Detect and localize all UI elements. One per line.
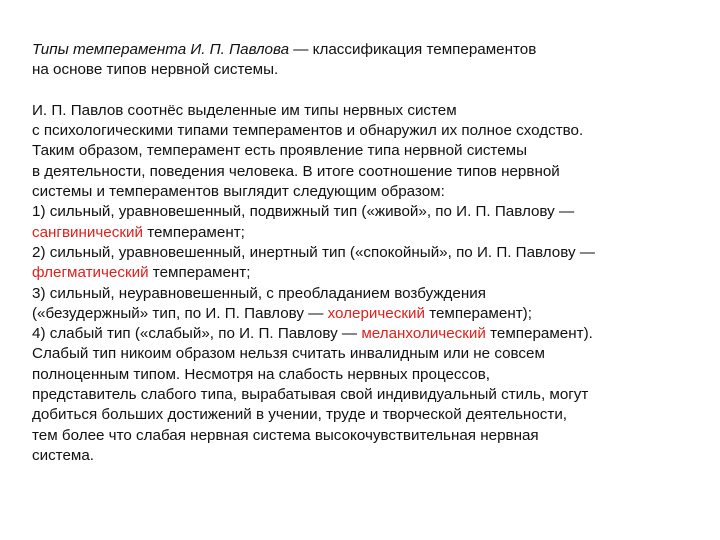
body-line-4: в деятельности, поведения человека. В итоге соотношение типов нервной — [32, 162, 560, 180]
melancholic-term: меланхолический — [361, 325, 486, 343]
type-4-suffix: темперамент). — [485, 325, 593, 343]
type-4-line-1 — [32, 324, 708, 344]
type-2-suffix: темперамент; — [148, 264, 251, 282]
intro-title-rest: — классификация темпераментов — [289, 41, 537, 58]
type-3-suffix: темперамент); — [424, 304, 532, 322]
type-3-line-1: 3) сильный, неуравновешенный, с преобладанием возбуждения — [32, 284, 486, 302]
conclusion-line-4: добиться больших достижений в учении, труде и творческой деятельности, — [32, 406, 568, 424]
conclusion-line-5: тем более что слабая нервная система высокочувствительная нервная — [32, 426, 539, 444]
type-1-line-1: 1) сильный, уравновешенный, подвижный тип («живой», по И. П. Павлову — — [32, 203, 575, 221]
type-1-suffix: темперамент; — [142, 223, 245, 241]
intro-line-1 — [32, 40, 708, 60]
body-line-3: Таким образом, темперамент есть проявление типа нервной системы — [32, 142, 528, 160]
body-line-1: И. П. Павлов соотнёс выделенные им типы нервных систем — [32, 101, 457, 119]
text-block — [32, 40, 708, 466]
paragraph-gap — [32, 81, 708, 101]
conclusion-line-6: система. — [32, 446, 95, 464]
choleric-term: холерический — [327, 304, 425, 322]
conclusion-line-2: полноценным типом. Несмотря на слабость нервных процессов, — [32, 365, 491, 383]
type-2-line-2 — [32, 263, 708, 283]
type-1-line-2 — [32, 223, 708, 243]
type-3-prefix: («безудержный» тип, по И. П. Павлову — — [32, 304, 328, 322]
intro-line-2: на основе типов нервной системы. — [32, 61, 279, 79]
body-line-5: системы и темпераментов выглядит следующим образом: — [32, 183, 445, 201]
type-2-line-1: 2) сильный, уравновешенный, инертный тип («спокойный», по И. П. Павлову — — [32, 243, 595, 261]
conclusion-line-3: представитель слабого типа, вырабатывая свой индивидуальный стиль, могут — [32, 386, 589, 404]
sanguine-term: сангвинический — [32, 223, 143, 241]
body-line-2: с психологическими типами темпераментов и обнаружил их полное сходство. — [32, 122, 584, 140]
type-4-prefix: 4) слабый тип («слабый», по И. П. Павлову — — [32, 325, 362, 343]
type-3-line-2 — [32, 304, 708, 324]
conclusion-line-1: Слабый тип никоим образом нельзя считать инвалидным или не совсем — [32, 345, 545, 363]
intro-title-italic: Типы темперамента И. П. Павлова — [32, 41, 290, 58]
phlegmatic-term: флегматический — [32, 264, 149, 282]
